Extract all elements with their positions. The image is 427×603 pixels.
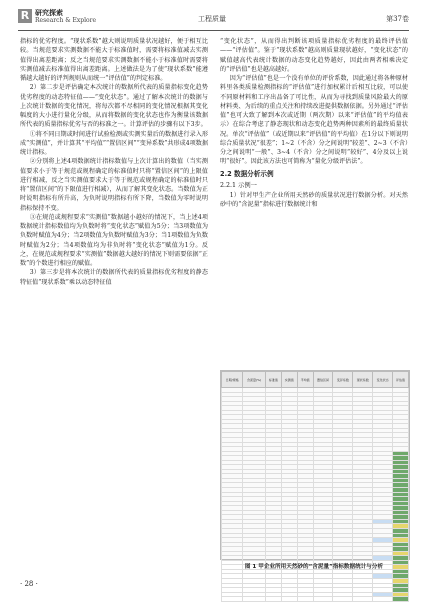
table-header-row	[222, 372, 409, 388]
table-cell	[313, 597, 333, 602]
table-header-cell: 实测值	[281, 372, 297, 388]
figure-caption: 图 1 甲企业所用天然砂的“含泥量”指标数据统计与分析	[244, 564, 384, 570]
section-name: 工程质量	[198, 15, 226, 23]
left-column	[20, 37, 208, 287]
table-header-cell: 变化状态	[373, 372, 393, 388]
table-cell	[297, 597, 313, 602]
table-cell	[373, 597, 393, 602]
journal-logo-icon: R	[18, 9, 32, 23]
subsection-heading: 2.2.1 示例一	[220, 181, 257, 189]
table-cell	[333, 597, 353, 602]
paragraph: 因为“评估值”也是一个没有单位的评价系数，因此通过将各种原材料里各类质量检测指标的“评估值”进行加权累计后相互比较，可以使不同原材料和工序出品备了可比性，从而为寻找到质量风险最大的原材料类、为后续的重点关注和持续改进提供数据依据。另外通过“评估值”也可大致了解到本次或近期（两次期）以来“评估值”的平均值表示）在综合考虑了静态现状和动态变化趋势两种因素所的最终质量状况。单次“评估值”（或近期以来“评估值”的平均值）在1分以下则说明综合质量状况“很差”；1~2（不含）分之间说明“较差”、2~3（不含）分之间说明“一般”、3~4（不含）分之间说明“较好”、4分及以上说明“很好”。因此该方法也可简称为“量化分级评估法”。	[220, 75, 408, 166]
table-header-cell: 含泥量(%)	[243, 372, 266, 388]
table-header-cell: 变异系数	[333, 372, 353, 388]
page-number: · 28 ·	[20, 580, 38, 588]
journal-title-en: Research & Explore	[35, 17, 97, 24]
section-heading: 2.2 数据分析示例	[220, 169, 274, 178]
paragraph: ①将不同日期或时间进行试验检测或实测实量后的数据进行录入形成“实测值”，并计算其“平均值”“置信区间”“变异系数”共形成4项数据统计指标。	[20, 130, 208, 156]
right-column	[220, 37, 408, 210]
journal-title: 研究探索	[35, 9, 63, 17]
figure-1-table-image	[220, 370, 410, 560]
table-cell	[222, 597, 243, 602]
table-header-cell: 标准值	[265, 372, 281, 388]
table-header-cell: 平均值	[297, 372, 313, 388]
volume-label: 第37卷	[386, 15, 409, 23]
paragraph: ③在规范或规程要求“实测值”数据越小越好的情况下，当上述4项数据统计指标数值均为负数时将“变化状态”赋值为5分；当3项数值为负数时赋值为4分；当2项数值为负数时赋值为3分；当1项数值为负数时赋值为2分；当4项数值均为非负时将“变化状态”赋值为1分。反之，在规范或规程要求“实测值”数据越大越好的情况下则需要依据“正数”的个数进行相应的赋值。	[20, 213, 208, 267]
paragraph: ②分别将上述4项数据统计指标数值与上次计算出的数值（当实测值要求小于等于规范或规程确定的标准值时只将“置信区间”的上限值进行相减，反之当实测值要求大于等于规范或规程确定的标准值时只将“置信区间”的下限值进行相减），从而了解其变化状态。当数值为正时说明指标有所升高，为负时说明指标有所下降，当数值为零时说明指标保持不变。	[20, 158, 208, 212]
paragraph: 1）针对甲生产企业所用天然砂的质量状况进行数据分析。对天然砂中的“含泥量”指标进行数据统计和	[220, 192, 408, 209]
table-cell	[353, 597, 373, 602]
table-header-cell: 置信区间	[313, 372, 333, 388]
table-row	[222, 597, 409, 602]
paragraph: 2）第二步是评估确定本次统计的数据所代表的质量指标变化趋势优劣程度的动态特征值——“变化状态”。通过了解本次统计的数据与上次统计数据的变化情况，将每次都不尽相同的变化情况根据其变化幅度的大小进行量化分级，从而将数据的变化状态也作为衡量该数据所代表的质量指标优劣与否的标准之一。计算评估的步骤有以下3步。	[20, 84, 208, 129]
table-header-cell: 日期/规格	[222, 372, 243, 388]
table-cell	[281, 597, 297, 602]
table-header-cell: 评估值	[393, 372, 409, 388]
paragraph: 3）第三步是将本次统计的数据所代表的质量指标优劣程度的静态特征值“现状系数”乘以动态特征值	[20, 269, 208, 286]
table-cell	[243, 597, 266, 602]
table-cell	[393, 597, 409, 602]
table-header-cell: 现状系数	[353, 372, 373, 388]
paragraph: 指标的优劣程度。“现状系数”越大则说明质量状况越好，便于相互比较。当规范要求实测数据不能大于标准值时，需要将标准值减去实测值得出离差距离；反之当规范要求实测数据不能小于标准值时需要将实测值减去标准值得出离差距离。上述做法是为了使“现状系数”能遵循越大越好的评判规则从而统一“评估值”的判定标准。	[20, 38, 208, 82]
running-header	[18, 8, 409, 31]
table-cell	[265, 597, 281, 602]
paragraph: “变化状态”，从而得出判断该项质量指标优劣程度的最终评估值——“评估值”。鉴于“现状系数”越高则质量现状越好，“变化状态”的赋值越高代表统计数据的动态变化趋势越好，因此由两者相乘决定的“评估值”也是越高越好。	[220, 38, 408, 73]
